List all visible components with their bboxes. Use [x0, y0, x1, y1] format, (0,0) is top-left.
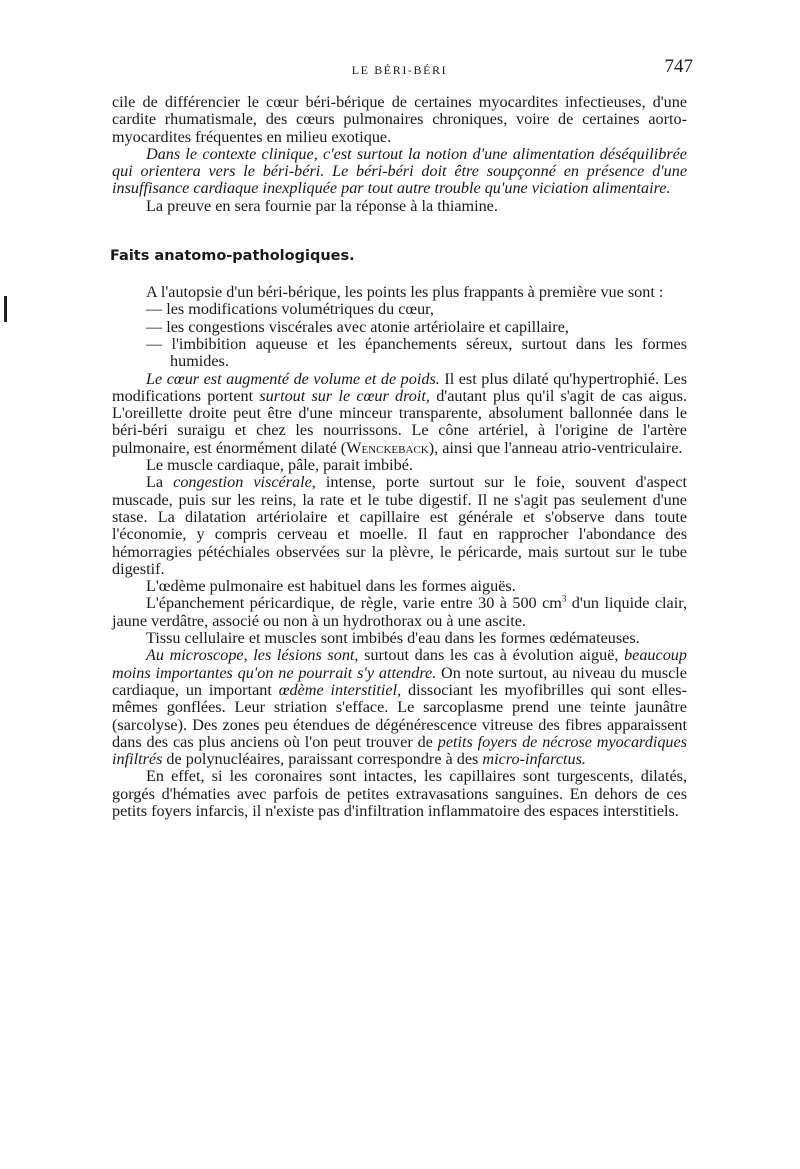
cong-text-c: intense, porte surtout sur le foie, souvent d'aspect muscade, puis sur les reins, la rate et le tube digestif. Il ne s'agit pas seulement d'une stase. La dilatation artériolaire et capillaire est générale et s'observe dans toute l'économie, y compris cerveau et moelle. Il faut en rapprocher l'abondance des hémorragies pétéchiales observées sur la plèvre, le péricarde, mais surtout sur le tube digestif. [112, 473, 688, 578]
coeur-italic: Le cœur est augmenté de volume et de poids. [146, 369, 440, 388]
list-item-1: — les modifications volumétriques du cœur, [146, 300, 434, 319]
list-item-2: — les congestions viscérales avec atonie artériolaire et capillaire, [146, 317, 569, 336]
micro-text-b: surtout dans les cas à évolution aiguë, [358, 646, 625, 665]
paragraph-tissu: Tissu cellulaire et muscles sont imbibés d'eau dans les formes œdémateuses. [146, 629, 640, 648]
page-header [112, 56, 693, 80]
intro-paragraph-1: cile de différencier le cœur béri-bérique de certaines myocardites infectieuses, d'une cardite rhumatismale, des cœurs pulmonaires chroniques, voire de certaines aorto-myocardites fréquentes en milieu exotique. [112, 93, 687, 146]
cong-text-a: La [146, 473, 174, 492]
micro-text-d: On note surtout, au niveau du muscle cardiaque, un important [112, 663, 687, 699]
cubic-superscript: 3 [561, 594, 567, 605]
intro-paragraph-3: La preuve en sera fournie par la réponse à la thiamine. [146, 196, 498, 215]
micro-text-f: dissociant les myofibrilles qui sont elles-mêmes gonflées. Leur striation s'efface. Le sarcoplasme prend une teinte jaunâtre (sarcolyse). Des zones peu étendues de dégénérescence vitreuse des fibres apparaissent dans des cas plus anciens où l'on peut trouver de [112, 680, 687, 751]
epanch-text-a: L'épanchement péricardique, de règle, varie entre 30 à 500 cm [146, 594, 562, 613]
paragraph-oedeme: L'œdème pulmonaire est habituel dans les formes aiguës. [146, 577, 516, 596]
paragraph-muscle: Le muscle cardiaque, pâle, parait imbibé. [146, 456, 413, 475]
micro-italic-g: petits foyers de nécrose myocardiques infiltrés [112, 732, 688, 769]
coeur-italic-droit: surtout sur le cœur droit, [259, 386, 430, 405]
list-item-3: — l'imbibition aqueuse et les épanchements séreux, surtout dans les formes humides. [146, 334, 687, 371]
margin-mark [4, 296, 7, 322]
intro-paragraph-2 [112, 146, 687, 198]
epanch-text-b: d'un liquide clair, jaune verdâtre, associé ou non à un hydrothorax ou à une ascite. [112, 594, 687, 630]
micro-italic-c: beaucoup moins importantes qu'on ne pourrait s'y attendre. [112, 646, 687, 682]
cong-italic: congestion viscérale, [173, 473, 316, 492]
page-number: 747 [664, 56, 693, 77]
paragraph-congestion [112, 474, 687, 578]
paragraph-final: En effet, si les coronaires sont intactes, les capillaires sont turgescents, dilatés, gorgés d'hématies avec parfois de petites extravasations sanguines. En dehors de ces petits foyers infarcis, il n'existe pas d'infiltration inflammatoire des espaces interstitiels. [112, 767, 687, 820]
author-name: Wenckeback [346, 438, 429, 457]
micro-italic-e: œdème interstitiel, [278, 680, 402, 699]
paragraph-microscope [112, 647, 687, 768]
micro-italic-a: Au microscope, les lésions sont, [146, 646, 359, 665]
micro-italic-i: micro-infarctus. [482, 750, 586, 769]
intro-italic-text: Dans le contexte clinique, c'est surtout la notion d'une alimentation déséquilibrée qui orientera vers le béri-béri. Le béri-béri doit être soupçonné en présence d'une insuffisance cardiaque inexpliquée par tout autre trouble qu'une viciation alimentaire. [112, 144, 687, 198]
micro-text-h: de polynucléaires, paraissant correspondre à des [162, 750, 483, 769]
paragraph-coeur [112, 371, 687, 457]
coeur-text-e: ), ainsi que l'anneau atrio-ventriculaire. [428, 438, 683, 457]
section-title: Faits anatomo-pathologiques. [110, 248, 355, 265]
section-lead: A l'autopsie d'un béri-bérique, les points les plus frappants à première vue sont : [146, 283, 664, 302]
paragraph-epanchement [112, 595, 687, 630]
document-page [110, 56, 693, 820]
running-head: LE BÉRI-BÉRI [351, 63, 448, 77]
coeur-text-d: d'autant plus qu'il s'agit de cas aigus. L'oreillette droite peut être d'une minceur transparente, absolument ballonnée dans le béri-béri suraigu et chez les nourrissons. Le cône artériel, à l'origine de l'artère pulmonaire, est énormément dilaté ( [112, 386, 687, 457]
coeur-text-b: Il est plus dilaté qu'hypertrophié. Les modifications portent [112, 369, 687, 405]
